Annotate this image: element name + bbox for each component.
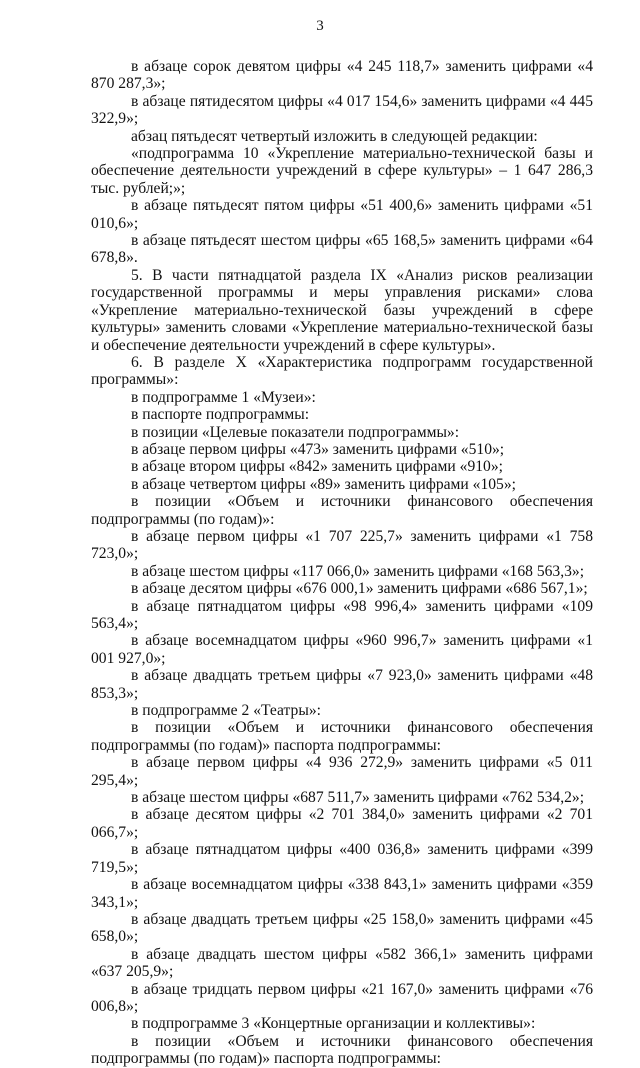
page-number: 3: [316, 18, 324, 34]
paragraph: 6. В разделе X «Характеристика подпрограмм государственной программы»:: [91, 353, 593, 389]
paragraph: в абзаце шестом цифры «117 066,0» заменить цифрами «168 563,3»;: [131, 562, 585, 580]
paragraph: в абзаце восемнадцатом цифры «338 843,1» заменить цифрами «359 343,1»;: [91, 876, 593, 911]
paragraph: 5. В части пятнадцатой раздела IX «Анализ рисков реализации государственной программы и меры управления рисками» слова «Укрепление материально-технической базы учреждений в сфере культуры» заменить словами «Укрепление материально-технической базы и обеспечение деятельности учреждений в сфере культуры».: [91, 266, 593, 354]
paragraph: абзац пятьдесят четвертый изложить в следующей редакции:: [131, 127, 538, 145]
paragraph: в абзаце пятнадцатом цифры «98 996,4» заменить цифрами «109 563,4»;: [91, 597, 593, 632]
paragraph: в абзаце двадцать третьем цифры «25 158,0» заменить цифрами «45 658,0»;: [91, 910, 593, 946]
paragraph: в абзаце первом цифры «473» заменить цифрами «510»;: [131, 440, 505, 458]
paragraph: в подпрограмме 3 «Концертные организации и коллективы»:: [131, 1015, 536, 1033]
paragraph: в паспорте подпрограммы:: [131, 406, 310, 424]
document-body: [91, 58, 593, 1068]
paragraph: в абзаце двадцать шестом цифры «582 366,1» заменить цифрами «637 205,9»;: [91, 945, 593, 981]
paragraph: в абзаце восемнадцатом цифры «960 996,7» заменить цифрами «1 001 927,0»;: [91, 632, 593, 667]
paragraph: в абзаце втором цифры «842» заменить цифрами «910»;: [131, 458, 503, 476]
paragraph: в абзаце первом цифры «1 707 225,7» заменить цифрами «1 758 723,0»;: [91, 527, 593, 563]
paragraph: в абзаце шестом цифры «687 511,7» заменить цифрами «762 534,2»;: [131, 789, 585, 807]
paragraph: в абзаце пятидесятом цифры «4 017 154,6» заменить цифрами «4 445 322,9»;: [91, 92, 593, 128]
paragraph: в абзаце первом цифры «4 936 272,9» заменить цифрами «5 011 295,4»;: [91, 754, 593, 789]
paragraph: в абзаце четвертом цифры «89» заменить цифрами «105»;: [131, 475, 516, 493]
paragraph: в абзаце десятом цифры «676 000,1» заменить цифрами «686 567,1»;: [131, 580, 588, 598]
paragraph: в позиции «Целевые показатели подпрограммы»:: [131, 423, 460, 441]
paragraph: в абзаце тридцать первом цифры «21 167,0» заменить цифрами «76 006,8»;: [91, 980, 593, 1015]
paragraph: в абзаце десятом цифры «2 701 384,0» заменить цифрами «2 701 066,7»;: [91, 806, 593, 841]
paragraph: в позиции «Объем и источники финансового обеспечения подпрограммы (по годам)» паспорта подпрограммы:: [91, 1032, 593, 1068]
paragraph: в позиции «Объем и источники финансового обеспечения подпрограммы (по годам)»:: [91, 493, 593, 528]
paragraph: в подпрограмме 2 «Театры»:: [131, 702, 321, 720]
paragraph: «подпрограмма 10 «Укрепление материально-технической базы и обеспечение деятельности учреждений в сфере культуры» – 1 647 286,3 тыс. рублей;»;: [91, 145, 593, 197]
paragraph: в абзаце пятьдесят пятом цифры «51 400,6» заменить цифрами «51 010,6»;: [91, 197, 593, 232]
paragraph: в абзаце двадцать третьем цифры «7 923,0» заменить цифрами «48 853,3»;: [91, 667, 593, 702]
paragraph: в абзаце пятнадцатом цифры «400 036,8» заменить цифрами «399 719,5»;: [91, 841, 593, 876]
paragraph: в подпрограмме 1 «Музеи»:: [131, 388, 316, 406]
paragraph: в абзаце пятьдесят шестом цифры «65 168,5» заменить цифрами «64 678,8».: [91, 232, 593, 267]
paragraph: в позиции «Объем и источники финансового обеспечения подпрограммы (по годам)» паспорта подпрограммы:: [91, 719, 593, 754]
paragraph: в абзаце сорок девятом цифры «4 245 118,7» заменить цифрами «4 870 287,3»;: [91, 58, 593, 93]
